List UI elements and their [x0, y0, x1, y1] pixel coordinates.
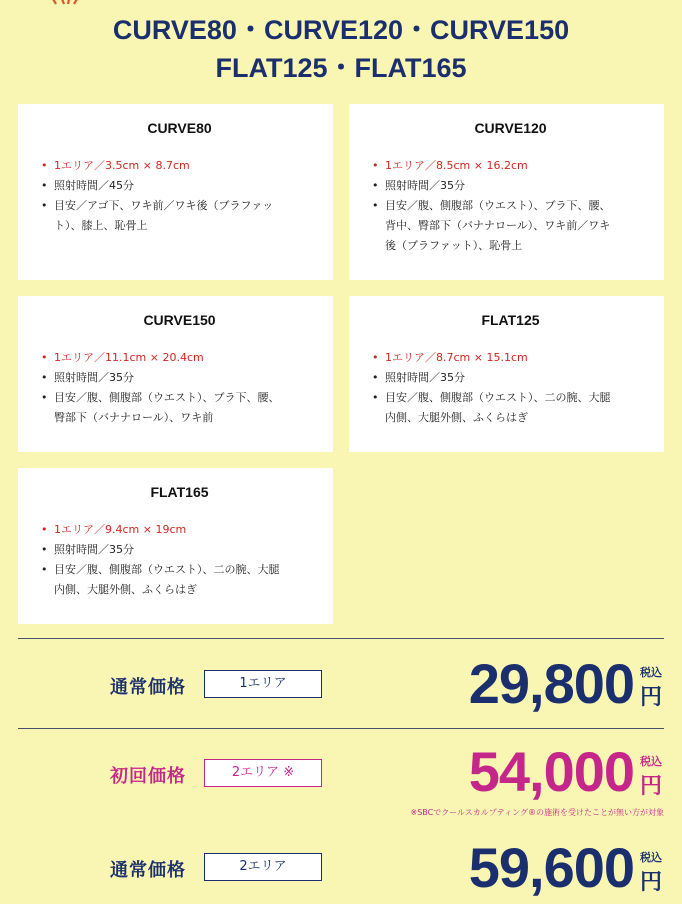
divider [18, 638, 664, 639]
spec-time: • 照射時間／35分 [40, 368, 319, 388]
spec-target-line: 目安／腹、側腹部（ウエスト）、ブラ下、腰、 [54, 391, 280, 404]
price-label-first-time: 初回価格 [110, 766, 186, 787]
tax-included-label: 税込 [640, 666, 662, 679]
spec-target [371, 196, 650, 256]
card-title: FLAT125 [481, 312, 540, 328]
divider [18, 728, 664, 729]
spec-list [371, 348, 650, 428]
spec-area: • 1エリア／8.5cm × 16.2cm [371, 156, 650, 176]
spec-target-line: 内側、大腿外側、ふくらはぎ [385, 411, 528, 424]
card-title: FLAT165 [150, 484, 209, 500]
spec-target-line: 背中、臀部下（バナナロール）、ワキ前／ワキ [385, 219, 611, 232]
tax-included-label: 税込 [640, 755, 662, 768]
price-amount: 59,600 [468, 836, 634, 899]
card-curve150 [18, 296, 333, 452]
spec-target [40, 196, 319, 236]
spec-list [371, 156, 650, 256]
spec-time: • 照射時間／35分 [371, 368, 650, 388]
spec-area: • 1エリア／8.7cm × 15.1cm [371, 348, 650, 368]
spec-target-line: 目安／アゴ下、ワキ前／ワキ後（ブラファッ [54, 199, 274, 212]
page-title-line1: CURVE80・CURVE120・CURVE150 [112, 15, 570, 45]
spec-area: • 1エリア／11.1cm × 20.4cm [40, 348, 319, 368]
first-time-note: ※SBCでクールスカルプティング®の施術を受けたことが無い方が対象 [410, 808, 664, 817]
card-curve120 [349, 104, 664, 280]
card-flat165 [18, 468, 333, 624]
spec-target-line: 内側、大腿外側、ふくらはぎ [54, 583, 197, 596]
area-box: 2エリア ※ [204, 759, 322, 787]
decoration-icon [46, 0, 86, 6]
yen-label: 円 [640, 685, 663, 710]
card-curve80 [18, 104, 333, 280]
page-title-line2: FLAT125・FLAT165 [215, 53, 467, 83]
card-flat125 [349, 296, 664, 452]
tax-included-label: 税込 [640, 851, 662, 864]
spec-time: • 照射時間／35分 [371, 176, 650, 196]
spec-target [40, 560, 319, 600]
area-box: 2エリア [204, 853, 322, 881]
spec-list [40, 156, 319, 236]
area-box: 1エリア [204, 670, 322, 698]
spec-target-line: 目安／腹、側腹部（ウエスト）、二の腕、大腿 [385, 391, 611, 404]
price-label-regular: 通常価格 [110, 677, 186, 698]
spec-target [40, 388, 319, 428]
spec-time: • 照射時間／35分 [40, 540, 319, 560]
yen-label: 円 [640, 774, 663, 799]
spec-target-line: 後（ブラファット）、恥骨上 [385, 239, 523, 252]
card-title: CURVE80 [147, 120, 212, 136]
spec-list [40, 348, 319, 428]
card-title: CURVE150 [143, 312, 216, 328]
card-title: CURVE120 [474, 120, 547, 136]
spec-target-line: 目安／腹、側腹部（ウエスト）、ブラ下、腰、 [385, 199, 611, 212]
price-label-regular: 通常価格 [110, 860, 186, 881]
spec-area: • 1エリア／9.4cm × 19cm [40, 520, 319, 540]
price-amount: 29,800 [468, 652, 634, 715]
spec-target-line: ト）、膝上、恥骨上 [54, 219, 148, 232]
spec-list [40, 520, 319, 600]
spec-target-line: 目安／腹、側腹部（ウエスト）、二の腕、大腿 [54, 563, 280, 576]
price-amount: 54,000 [468, 740, 634, 803]
spec-target [371, 388, 650, 428]
spec-time: • 照射時間／45分 [40, 176, 319, 196]
spec-area: • 1エリア／3.5cm × 8.7cm [40, 156, 319, 176]
spec-target-line: 臀部下（バナナロール）、ワキ前 [54, 411, 214, 424]
yen-label: 円 [640, 870, 663, 895]
